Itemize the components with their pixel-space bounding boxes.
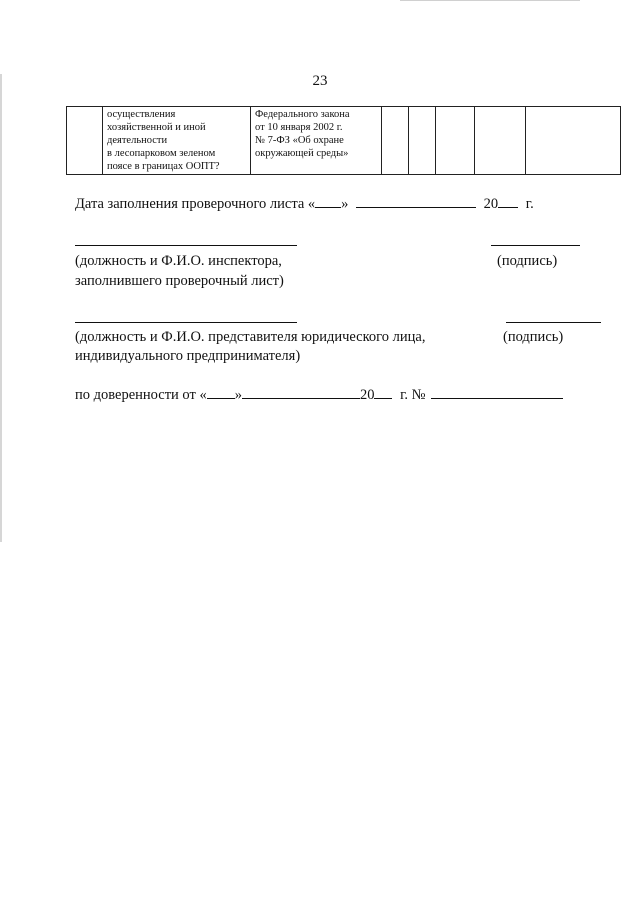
table-cell-empty [526, 107, 621, 175]
inspector-caption-2: заполнившего проверочный лист) [75, 273, 284, 289]
proxy-quote-close: » [234, 387, 242, 403]
inspector-caption-1: (должность и Ф.И.О. инспектора, [75, 253, 282, 269]
page-number: 23 [312, 73, 328, 89]
proxy-year-prefix: 20 [359, 387, 375, 403]
year-blank [498, 195, 518, 208]
month-blank [356, 195, 476, 208]
fill-date-year-prefix: 20 [483, 196, 499, 212]
table-cell-reference [251, 107, 382, 175]
proxy-day-blank [207, 386, 235, 399]
scan-artifact-top [400, 0, 580, 1]
representative-caption-2: индивидуального предпринимателя) [75, 348, 301, 364]
proxy-month-blank [242, 386, 360, 399]
proxy-number-blank [431, 386, 563, 399]
proxy-line [75, 386, 563, 404]
table-cell-empty [436, 107, 475, 175]
reference-line: от 10 января 2002 г. [255, 122, 343, 133]
checklist-table-fragment [66, 106, 621, 175]
representative-signature-line [506, 322, 601, 323]
fill-date-quote-close: » [341, 196, 349, 212]
table-cell-empty [67, 107, 103, 175]
reference-line: Федерального закона [255, 109, 350, 120]
requirement-line: поясе в границах ООПТ? [107, 161, 220, 172]
scan-artifact-left [0, 74, 2, 542]
requirement-line: хозяйственной и иной [107, 122, 206, 133]
fill-date-year-suffix: г. [525, 196, 534, 212]
fill-date-line [75, 195, 534, 213]
requirement-line: в лесопарковом зеленом [107, 148, 216, 159]
inspector-name-line [75, 245, 297, 246]
table-cell-empty [382, 107, 409, 175]
table-cell-requirement [103, 107, 251, 175]
representative-caption-1: (должность и Ф.И.О. представителя юридического лица, [75, 329, 426, 345]
inspector-signature-line [491, 245, 580, 246]
requirement-line: осуществления [107, 109, 176, 120]
requirement-line: деятельности [107, 135, 168, 146]
representative-name-line [75, 322, 297, 323]
table-row [67, 107, 621, 175]
day-blank [315, 195, 341, 208]
proxy-number-label: г. № [400, 387, 426, 403]
inspector-signature-label: (подпись) [497, 253, 558, 269]
table-cell-empty [409, 107, 436, 175]
table-cell-empty [475, 107, 526, 175]
fill-date-label: Дата заполнения проверочного листа « [75, 196, 316, 212]
reference-line: окружающей среды» [255, 148, 349, 159]
proxy-label: по доверенности от « [75, 387, 207, 403]
representative-signature-label: (подпись) [503, 329, 564, 345]
reference-line: № 7-ФЗ «Об охране [255, 135, 344, 146]
proxy-year-blank [374, 386, 392, 399]
